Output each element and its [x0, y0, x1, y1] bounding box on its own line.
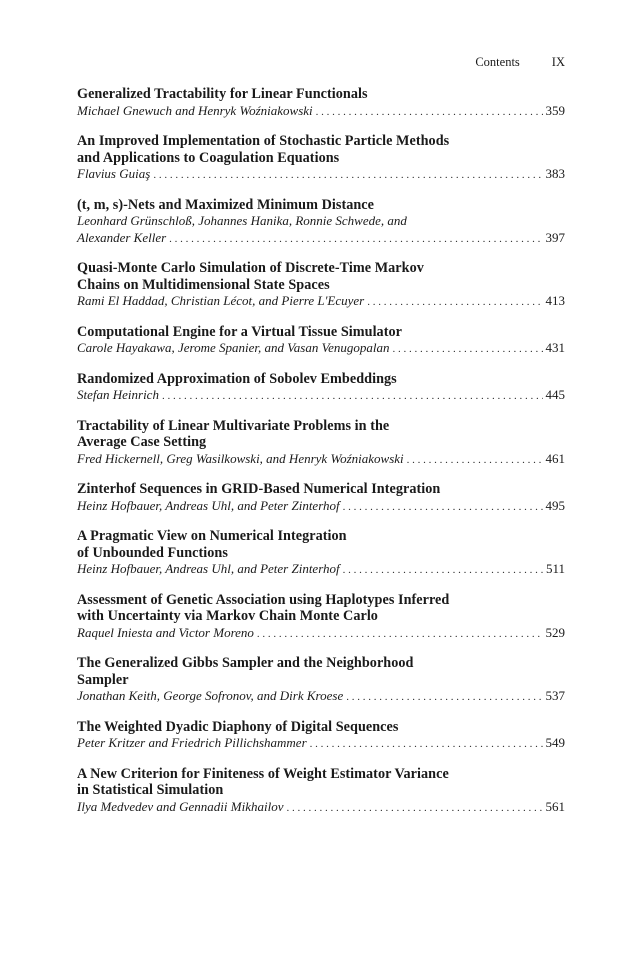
toc-entry-page-number[interactable]: 413	[545, 293, 565, 308]
toc-entry-title	[77, 528, 565, 561]
toc-entry-title-line: with Uncertainty via Markov Chain Monte Carlo	[77, 608, 378, 624]
toc-entry-authors: Heinz Hofbauer, Andreas Uhl, and Peter Zinterhof	[77, 497, 340, 513]
running-head-label: Contents	[475, 55, 520, 69]
toc-entry-page-number[interactable]: 495	[545, 497, 565, 513]
toc-entry-authors-row	[77, 735, 565, 753]
toc-entry-page-number[interactable]: 461	[545, 450, 565, 466]
dot-leader	[392, 341, 542, 358]
toc-entry[interactable]	[77, 655, 565, 706]
toc-entry-authors-row	[77, 498, 565, 516]
toc-entry-page-number[interactable]: 511	[545, 561, 565, 576]
toc-entry-authors: Carole Hayakawa, Jerome Spanier, and Vasan Venugopalan	[77, 340, 390, 355]
toc-entry-title	[77, 719, 565, 736]
toc-entry[interactable]	[77, 418, 565, 469]
toc-entry-page-number[interactable]: 549	[545, 735, 565, 750]
toc-entry-authors-row	[77, 293, 565, 311]
toc-entry-title-line: A Pragmatic View on Numerical Integration	[77, 528, 347, 544]
toc-entry[interactable]	[77, 719, 565, 753]
running-head-page-number: IX	[551, 55, 565, 69]
toc-entry-title	[77, 260, 565, 293]
toc-entry[interactable]	[77, 528, 565, 579]
toc-entry-authors: Flavius Guiaş	[77, 166, 151, 181]
dot-leader	[343, 499, 543, 516]
dot-leader	[169, 231, 542, 248]
dot-leader	[346, 689, 542, 706]
toc-entry-authors-row	[77, 166, 565, 184]
toc-entry-title-line: Generalized Tractability for Linear Functionals	[77, 86, 368, 102]
toc-entry-title	[77, 418, 565, 451]
toc-entry[interactable]	[77, 260, 565, 311]
toc-entry-title-line: Quasi-Monte Carlo Simulation of Discrete-Time Markov	[77, 260, 424, 276]
toc-entry-title-line: Sampler	[77, 671, 129, 688]
toc-entry-page-number[interactable]: 383	[545, 166, 565, 181]
toc-entry-title	[77, 197, 565, 214]
toc-entry-title	[77, 655, 565, 688]
toc-entry-authors-row	[77, 625, 565, 643]
table-of-contents	[77, 86, 565, 829]
toc-entry-authors-row	[77, 230, 565, 248]
dot-leader	[343, 562, 543, 579]
toc-entry-title-line: The Generalized Gibbs Sampler and the Neighborhood	[77, 655, 414, 671]
toc-entry-title	[77, 592, 565, 625]
toc-entry-title-line: Average Case Setting	[77, 434, 207, 450]
toc-entry-title-line: Randomized Approximation of Sobolev Embeddings	[77, 370, 397, 387]
dot-leader	[257, 626, 543, 643]
toc-entry-page-number[interactable]: 445	[545, 387, 565, 402]
toc-entry-page-number[interactable]: 359	[545, 102, 565, 118]
toc-entry-title	[77, 766, 565, 799]
toc-entry-title-line: Chains on Multidimensional State Spaces	[77, 276, 330, 293]
toc-entry-authors-row	[77, 561, 565, 579]
toc-entry-authors: Peter Kritzer and Friedrich Pillichshammer	[77, 735, 307, 750]
toc-entry-title	[77, 86, 565, 103]
toc-entry[interactable]	[77, 197, 565, 248]
toc-entry-page-number[interactable]: 397	[545, 229, 565, 245]
dot-leader	[286, 800, 542, 817]
toc-entry-title-line: An Improved Implementation of Stochastic Particle Methods	[77, 133, 450, 149]
toc-entry-title-line: in Statistical Simulation	[77, 782, 224, 798]
toc-entry-title-line: Zinterhof Sequences in GRID-Based Numerical Integration	[77, 481, 441, 497]
toc-entry-title	[77, 133, 565, 166]
toc-entry[interactable]	[77, 481, 565, 515]
toc-entry-title-line: Tractability of Linear Multivariate Problems in the	[77, 417, 390, 434]
dot-leader	[316, 104, 543, 121]
toc-entry[interactable]	[77, 371, 565, 405]
toc-entry[interactable]	[77, 766, 565, 817]
toc-entry-title	[77, 371, 565, 388]
toc-entry-authors-row	[77, 451, 565, 469]
toc-entry-authors-row	[77, 387, 565, 405]
toc-entry-page-number[interactable]: 431	[545, 340, 565, 355]
toc-entry-authors: Heinz Hofbauer, Andreas Uhl, and Peter Zinterhof	[77, 561, 340, 576]
toc-entry-title-line: Computational Engine for a Virtual Tissue Simulator	[77, 323, 402, 340]
toc-entry-title-line: Assessment of Genetic Association using Haplotypes Inferred	[77, 591, 450, 608]
toc-entry[interactable]	[77, 324, 565, 358]
dot-leader	[310, 736, 543, 753]
toc-entry[interactable]	[77, 86, 565, 120]
toc-entry-authors: Rami El Haddad, Christian Lécot, and Pierre L'Ecuyer	[77, 293, 365, 308]
toc-entry-authors: Michael Gnewuch and Henryk Woźniakowski	[77, 102, 313, 118]
toc-entry-authors-row	[77, 340, 565, 358]
toc-entry[interactable]	[77, 592, 565, 643]
toc-entry-authors: Jonathan Keith, George Sofronov, and Dirk Kroese	[77, 688, 344, 703]
toc-entry-authors: Stefan Heinrich	[77, 387, 159, 402]
toc-entry-title-line: (t, m, s)-Nets and Maximized Minimum Distance	[77, 196, 374, 213]
toc-entry-title-line: and Applications to Coagulation Equations	[77, 149, 340, 166]
running-head	[475, 55, 565, 70]
toc-entry-authors: Fred Hickernell, Greg Wasilkowski, and Henryk Woźniakowski	[77, 450, 404, 466]
toc-entry-page-number[interactable]: 529	[545, 624, 565, 640]
toc-entry[interactable]	[77, 133, 565, 184]
toc-entry-title-line: The Weighted Dyadic Diaphony of Digital Sequences	[77, 718, 399, 735]
toc-entry-title	[77, 481, 565, 498]
toc-entry-authors-line: Leonhard Grünschloß, Johannes Hanika, Ronnie Schwede, and	[77, 213, 407, 228]
toc-entry-page-number[interactable]: 561	[545, 798, 565, 814]
toc-entry-title-line: of Unbounded Functions	[77, 544, 228, 561]
dot-leader	[153, 167, 542, 184]
toc-entry-authors-row	[77, 799, 565, 817]
toc-entry-title	[77, 324, 565, 341]
toc-entry-authors-row	[77, 103, 565, 121]
toc-entry-authors: Ilya Medvedev and Gennadii Mikhailov	[77, 798, 284, 814]
dot-leader	[407, 452, 543, 469]
toc-entry-title-line: A New Criterion for Finiteness of Weight Estimator Variance	[77, 765, 449, 782]
toc-entry-authors: Alexander Keller	[77, 229, 167, 245]
toc-entry-authors-row	[77, 688, 565, 706]
dot-leader	[162, 388, 543, 405]
dot-leader	[367, 294, 542, 311]
toc-entry-authors: Raquel Iniesta and Victor Moreno	[77, 624, 254, 640]
toc-entry-page-number[interactable]: 537	[545, 688, 565, 703]
